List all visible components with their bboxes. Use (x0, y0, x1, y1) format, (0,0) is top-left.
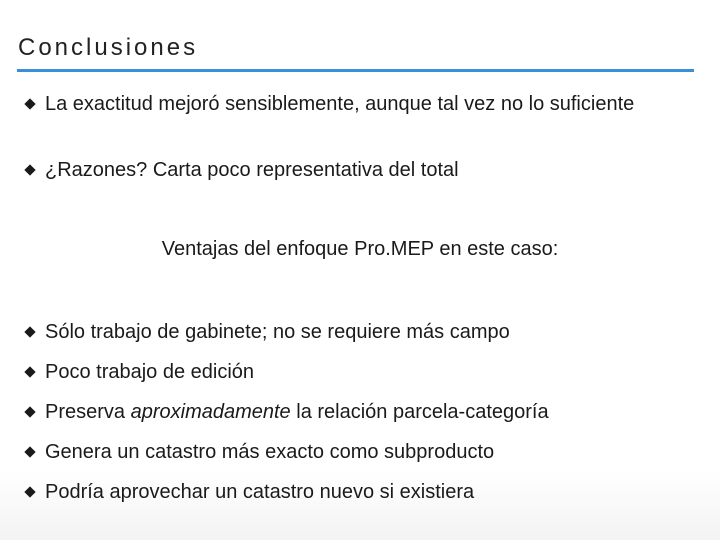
bullet-text-before: Preserva (45, 401, 131, 423)
diamond-bullet-icon (24, 164, 35, 175)
advantage-bullet-2 (24, 360, 254, 385)
advantage-bullet-3 (24, 400, 549, 425)
slide-title: Conclusiones (18, 34, 199, 61)
advantage-bullet-5 (24, 480, 474, 505)
diamond-bullet-icon (24, 326, 35, 337)
intro-bullet-2 (24, 158, 459, 183)
bullet-text: Sólo trabajo de gabinete; no se requiere más campo (45, 321, 510, 343)
bullet-text (45, 400, 549, 425)
intro-bullet-1 (24, 92, 634, 117)
emphasis-text: aproximadamente (130, 401, 291, 423)
bullet-text: Poco trabajo de edición (45, 361, 255, 383)
diamond-bullet-icon (24, 98, 35, 109)
bullet-text-after: la relación parcela-categoría (290, 401, 549, 423)
advantages-heading: Ventajas del enfoque Pro.MEP en este caso: (161, 238, 559, 260)
advantage-bullet-4 (24, 440, 494, 465)
bullet-text: La exactitud mejoró sensiblemente, aunque tal vez no lo suficiente (45, 93, 635, 115)
diamond-bullet-icon (24, 366, 35, 377)
diamond-bullet-icon (24, 406, 35, 417)
diamond-bullet-icon (24, 446, 35, 457)
diamond-bullet-icon (24, 486, 35, 497)
advantage-bullet-1 (24, 320, 510, 345)
title-underline (17, 69, 694, 72)
bullet-text: Podría aprovechar un catastro nuevo si existiera (45, 481, 475, 503)
bullet-text: Genera un catastro más exacto como subproducto (45, 441, 495, 463)
bullet-text: ¿Razones? Carta poco representativa del total (45, 159, 459, 181)
